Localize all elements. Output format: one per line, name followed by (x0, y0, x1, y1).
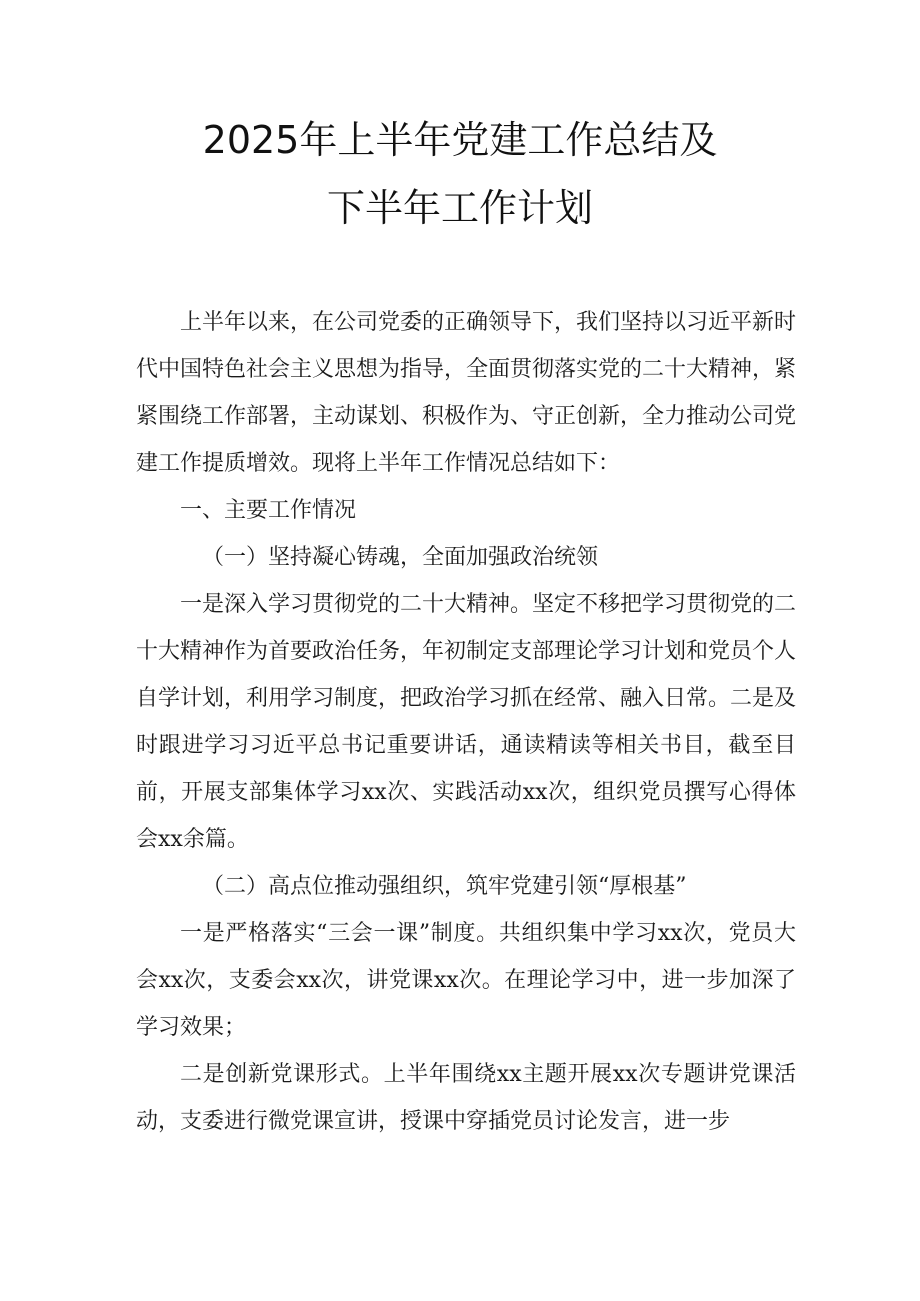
document-title-line-2: 下半年工作计划 (326, 186, 593, 230)
document-body (136, 299, 796, 1145)
document-title-line-1: 2025年上半年党建工作总结及 (202, 118, 718, 162)
intro-paragraph: 上半年以来，在公司党委的正确领导下，我们坚持以习近平新时代中国特色社会主义思想为指导，全面贯彻落实党的二十大精神，紧紧围绕工作部署，主动谋划、积极作为、守正创新，全力推动公司党建工作提质增效。现将上半年工作情况总结如下： (136, 310, 797, 476)
section-heading-1: 一、主要工作情况 (180, 498, 357, 523)
body-paragraph-3: 二是创新党课形式。上半年围绕xx主题开展xx次专题讲党课活动，支委进行微党课宣讲，授课中穿插党员讨论发言，进一步 (136, 1062, 796, 1134)
subsection-heading-2: （二）高点位推动强组织，筑牢党建引领“厚根基” (202, 874, 687, 899)
body-paragraph-1: 一是深入学习贯彻党的二十大精神。坚定不移把学习贯彻党的二十大精神作为首要政治任务，年初制定支部理论学习计划和党员个人自学计划，利用学习制度，把政治学习抓在经常、融入日常。二是及时跟进学习习近平总书记重要讲话，通读精读等相关书目，截至目前，开展支部集体学习xx次、实践活动xx次，组织党员撰写心得体会xx余篇。 (136, 592, 797, 852)
subsection-heading-1: （一）坚持凝心铸魂，全面加强政治统领 (202, 545, 599, 570)
body-paragraph-2: 一是严格落实“三会一课”制度。共组织集中学习xx次，党员大会xx次，支委会xx次，讲党课xx次。在理论学习中，进一步加深了学习效果； (136, 921, 796, 1040)
